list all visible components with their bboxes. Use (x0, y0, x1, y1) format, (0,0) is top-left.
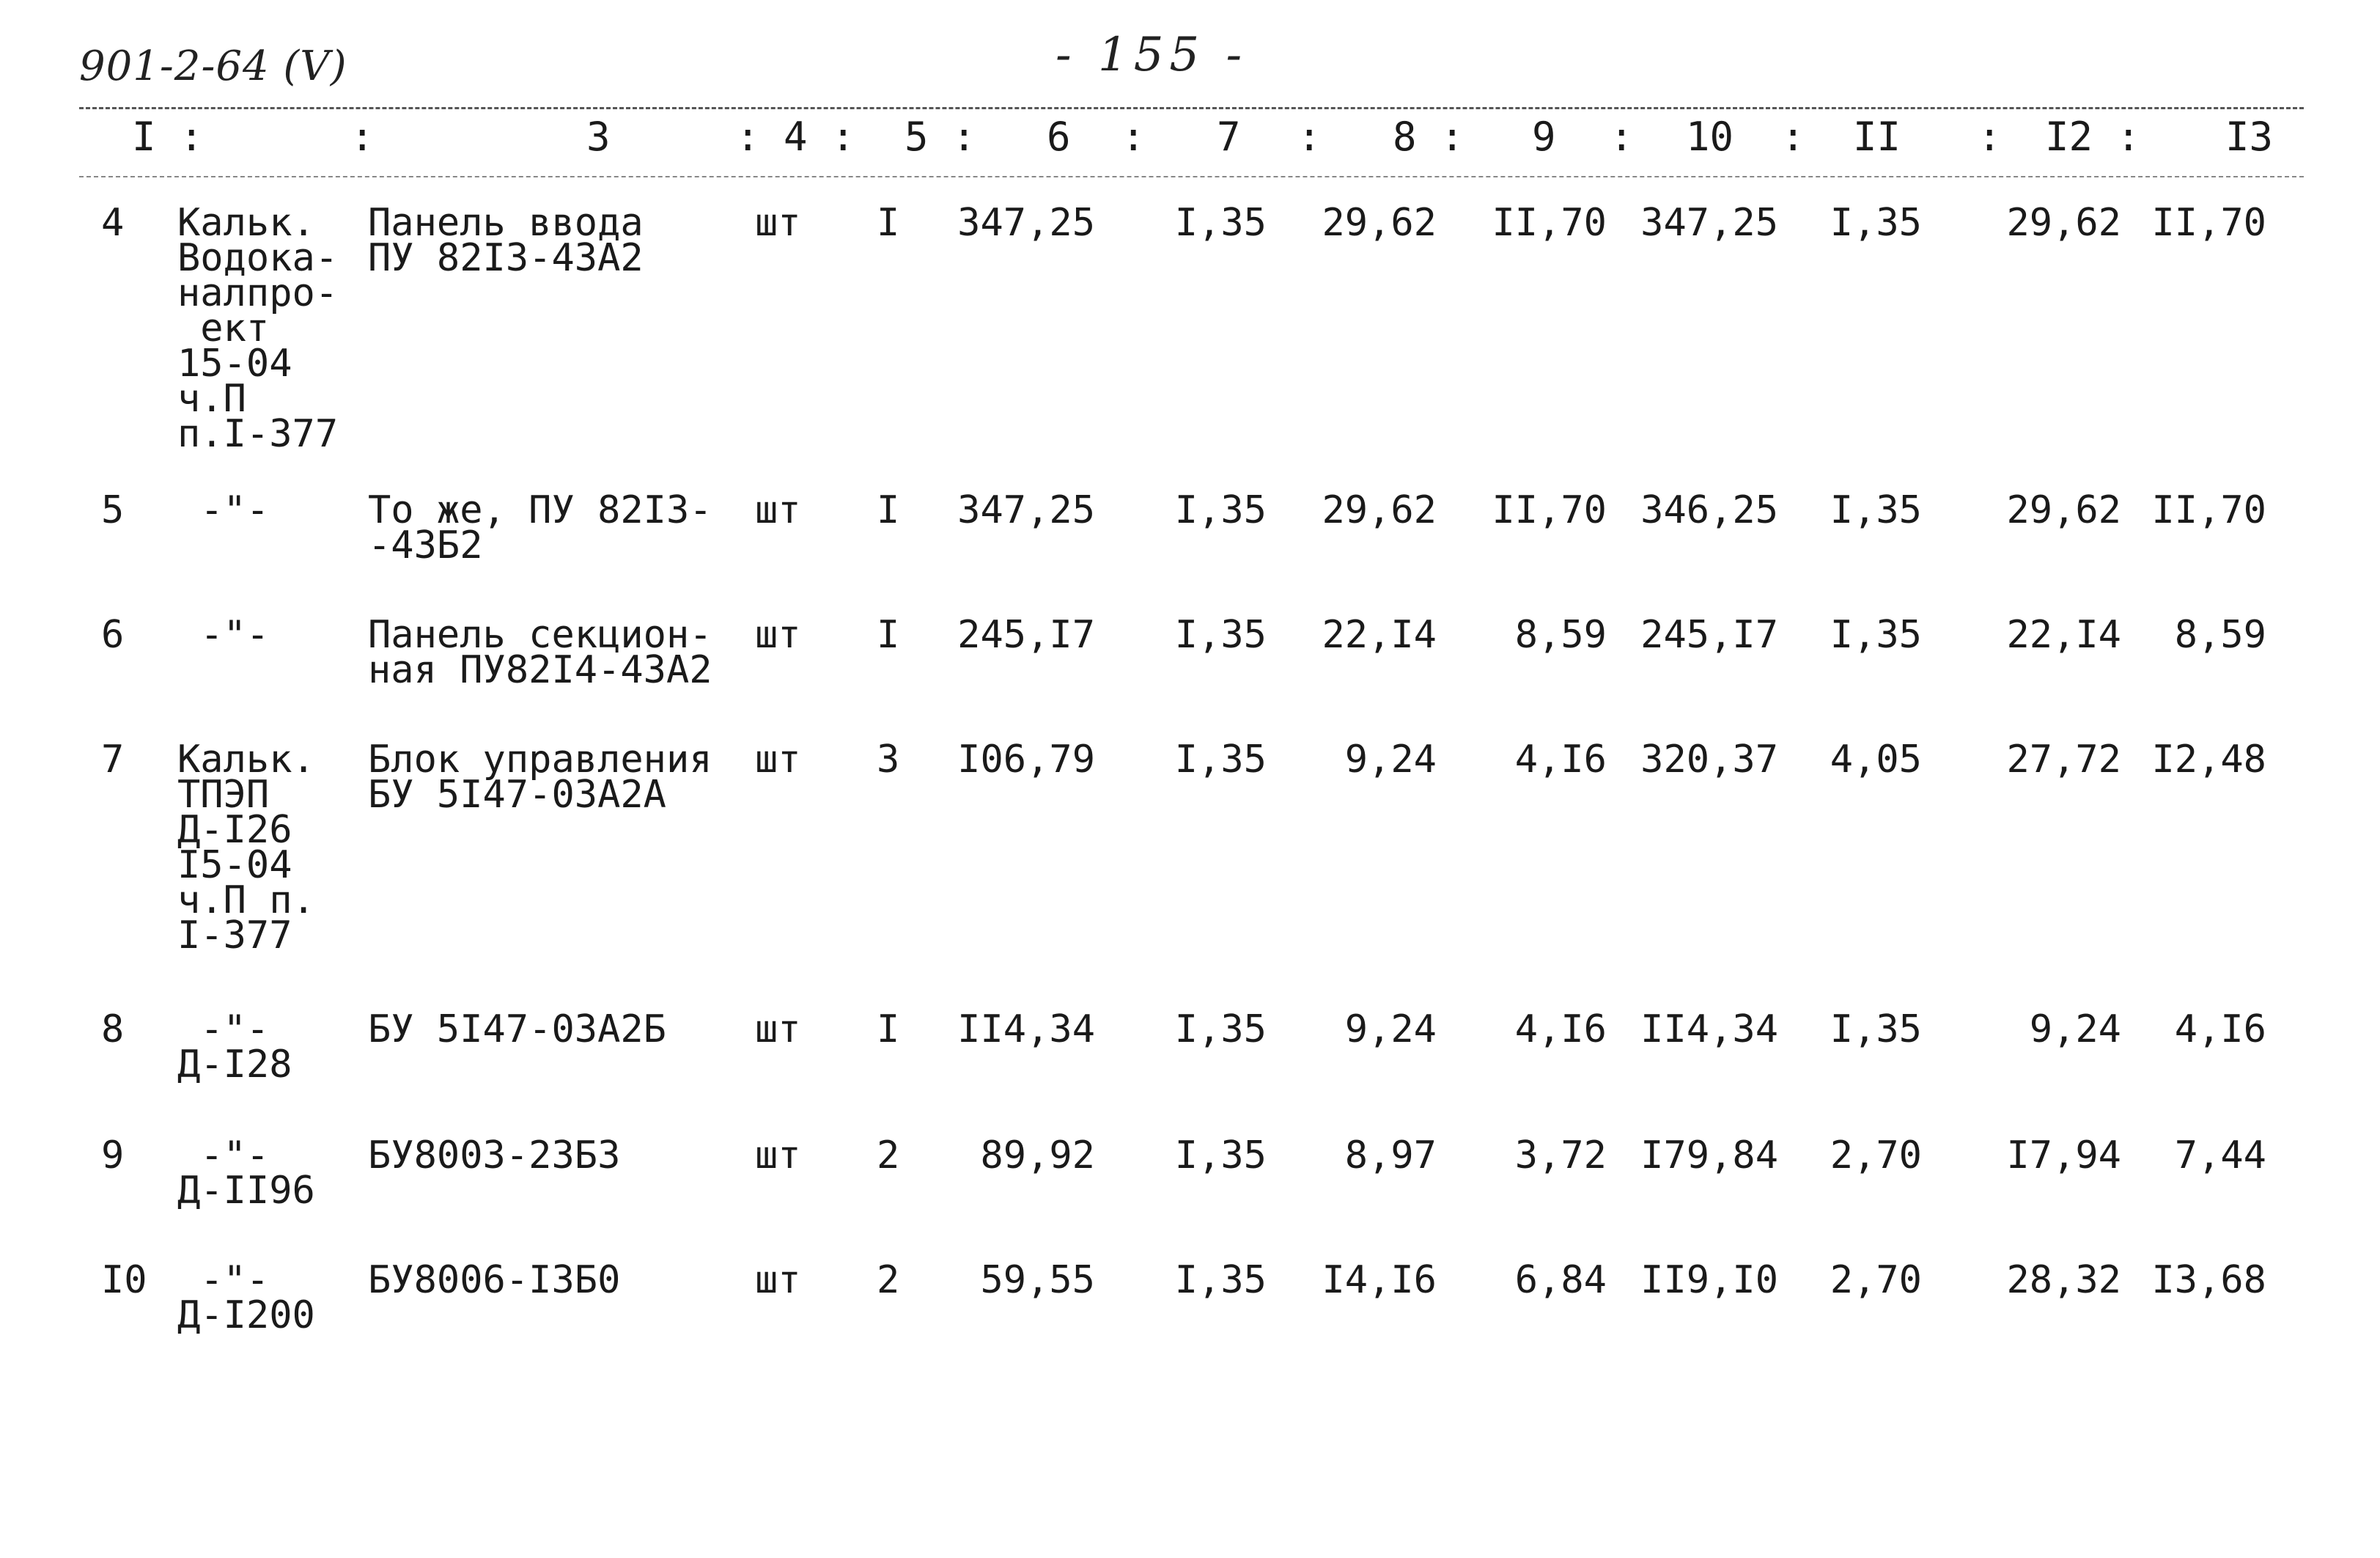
cell-col6: 89,92 (980, 1133, 1095, 1177)
cell-quantity: I (877, 488, 900, 532)
cell-col10: II9,I0 (1640, 1258, 1778, 1302)
header-cell: : (1610, 114, 1634, 160)
cell-col13: 7,44 (2174, 1133, 2266, 1177)
cell-col10: 245,I7 (1640, 613, 1778, 657)
cell-col10: 346,25 (1640, 488, 1778, 532)
cell-name: Панель секцион- ная ПУ82I4-43А2 (368, 613, 712, 692)
cell-col7: I,35 (1174, 201, 1267, 245)
cell-col6: 347,25 (957, 201, 1095, 245)
header-cell: 8 : (1393, 114, 1465, 160)
cell-col7: I,35 (1174, 613, 1267, 657)
page-number: - 155 - (1055, 28, 1248, 82)
header-cell: I2 : (2045, 114, 2141, 160)
cell-col9: 4,I6 (1514, 1007, 1607, 1051)
cell-col8: 8,97 (1344, 1133, 1437, 1177)
cell-col7: I,35 (1174, 1258, 1267, 1302)
cell-col8: 22,I4 (1322, 613, 1437, 657)
cell-col13: 4,I6 (2174, 1007, 2266, 1051)
cell-col13: II,70 (2151, 201, 2266, 245)
cell-row-number: I0 (101, 1258, 147, 1302)
header-cell: 7 (1217, 114, 1241, 160)
cell-name: То же, ПУ 82I3- -43Б2 (368, 488, 712, 567)
cell-col9: 8,59 (1514, 613, 1607, 657)
cell-col9: 4,I6 (1514, 738, 1607, 782)
cell-col7: I,35 (1174, 488, 1267, 532)
header-cell: I : (132, 114, 204, 160)
cell-col10: 320,37 (1640, 738, 1778, 782)
cell-col8: I4,I6 (1322, 1258, 1437, 1302)
cell-row-number: 4 (101, 201, 125, 245)
header-cell: : (350, 114, 375, 160)
cell-col8: 9,24 (1344, 1007, 1437, 1051)
cell-col6: 347,25 (957, 488, 1095, 532)
cell-col8: 9,24 (1344, 738, 1437, 782)
cell-col12: 22,I4 (2006, 613, 2121, 657)
cell-unit: шт (755, 1133, 801, 1177)
cell-source: Кальк. ТПЭП Д-I26 I5-04 ч.П п. I-377 (177, 738, 315, 958)
cell-row-number: 6 (101, 613, 125, 657)
cell-col13: 8,59 (2174, 613, 2266, 657)
cell-col6: 59,55 (980, 1258, 1095, 1302)
cell-unit: шт (755, 613, 801, 657)
header-cell: 6 (1047, 114, 1071, 160)
cell-source: -"- (177, 488, 270, 532)
cell-col11: I,35 (1830, 1007, 1922, 1051)
header-rule-top (79, 107, 2304, 109)
cell-source: -"- Д-I28 (177, 1007, 292, 1087)
document-code: 901-2-64 (V) (79, 43, 347, 90)
cell-name: БУ8003-23Б3 (368, 1133, 621, 1177)
cell-col10: II4,34 (1640, 1007, 1778, 1051)
cell-unit: шт (755, 201, 801, 245)
cell-col10: I79,84 (1640, 1133, 1778, 1177)
header-cell: : (1121, 114, 1146, 160)
cell-col6: 245,I7 (957, 613, 1095, 657)
cell-unit: шт (755, 1258, 801, 1302)
cell-source: Кальк. Водока- налпро- ект 15-04 ч.П п.I-377 (177, 201, 339, 456)
header-cell: : (1297, 114, 1322, 160)
header-cell: II (1853, 114, 1901, 160)
cell-col9: II,70 (1492, 201, 1607, 245)
cell-col9: II,70 (1492, 488, 1607, 532)
cell-col10: 347,25 (1640, 201, 1778, 245)
cell-col13: I3,68 (2151, 1258, 2266, 1302)
cell-unit: шт (755, 738, 801, 782)
cell-quantity: 3 (877, 738, 900, 782)
cell-name: БУ 5I47-03А2Б (368, 1007, 666, 1051)
cell-quantity: I (877, 613, 900, 657)
cell-col11: I,35 (1830, 613, 1922, 657)
cell-col8: 29,62 (1322, 488, 1437, 532)
cell-col9: 6,84 (1514, 1258, 1607, 1302)
cell-quantity: 2 (877, 1258, 900, 1302)
cell-source: -"- Д-II96 (177, 1133, 315, 1213)
header-cell: 3 (586, 114, 611, 160)
cell-source: -"- Д-I200 (177, 1258, 315, 1337)
cell-col12: 9,24 (2029, 1007, 2121, 1051)
cell-row-number: 9 (101, 1133, 125, 1177)
cell-name: БУ8006-I3Б0 (368, 1258, 621, 1302)
header-cell: : (1978, 114, 2002, 160)
header-cell: 5 : (905, 114, 976, 160)
header-cell: I3 (2225, 114, 2274, 160)
cell-col7: I,35 (1174, 1007, 1267, 1051)
header-rule-bottom (79, 176, 2304, 177)
cell-quantity: I (877, 1007, 900, 1051)
header-cell: : (1781, 114, 1805, 160)
cell-col12: 28,32 (2006, 1258, 2121, 1302)
cell-row-number: 8 (101, 1007, 125, 1051)
cell-col11: 4,05 (1830, 738, 1922, 782)
cell-col6: II4,34 (957, 1007, 1095, 1051)
cell-row-number: 5 (101, 488, 125, 532)
header-cell: 9 (1532, 114, 1556, 160)
cell-col9: 3,72 (1514, 1133, 1607, 1177)
cell-unit: шт (755, 488, 801, 532)
cell-row-number: 7 (101, 738, 125, 782)
cell-col12: 29,62 (2006, 488, 2121, 532)
cell-col7: I,35 (1174, 1133, 1267, 1177)
cell-col7: I,35 (1174, 738, 1267, 782)
header-cell: 10 (1686, 114, 1734, 160)
cell-col11: 2,70 (1830, 1133, 1922, 1177)
header-cell: : 4 : (736, 114, 855, 160)
cell-col6: I06,79 (957, 738, 1095, 782)
cell-quantity: 2 (877, 1133, 900, 1177)
cell-unit: шт (755, 1007, 801, 1051)
cell-col12: 27,72 (2006, 738, 2121, 782)
cell-quantity: I (877, 201, 900, 245)
cell-name: Блок управления БУ 5I47-03А2А (368, 738, 712, 817)
cell-col11: I,35 (1830, 201, 1922, 245)
cell-col13: II,70 (2151, 488, 2266, 532)
cell-col13: I2,48 (2151, 738, 2266, 782)
cell-name: Панель ввода ПУ 82I3-43А2 (368, 201, 644, 280)
cell-source: -"- (177, 613, 270, 657)
cell-col8: 29,62 (1322, 201, 1437, 245)
cell-col12: 29,62 (2006, 201, 2121, 245)
cell-col11: 2,70 (1830, 1258, 1922, 1302)
cell-col11: I,35 (1830, 488, 1922, 532)
cell-col12: I7,94 (2006, 1133, 2121, 1177)
